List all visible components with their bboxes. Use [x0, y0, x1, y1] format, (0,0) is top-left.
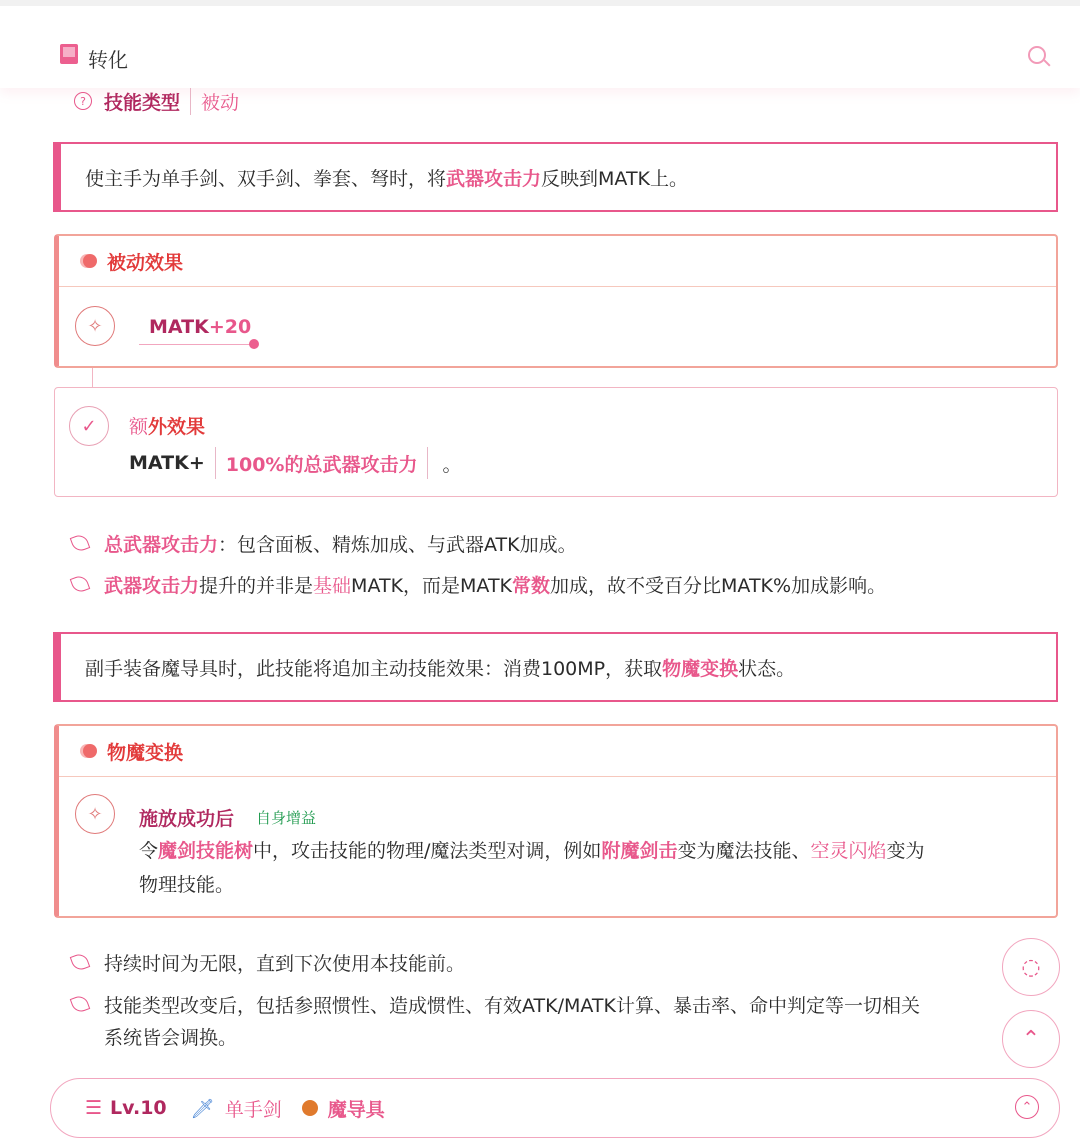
- description-note-1: 使主手为单手剑、双手剑、拳套、弩时，将 武器攻击力 反映到MATK上。: [53, 142, 1058, 212]
- page-title: 转化: [88, 48, 128, 72]
- extra-effect-title: 额外效果: [129, 416, 206, 438]
- skill-type-label: 技能类型: [104, 91, 181, 114]
- conversion-card: [54, 724, 1058, 918]
- leaf-icon: [70, 952, 91, 973]
- skill-type-value: 被动: [201, 91, 240, 114]
- sword-icon: 🗡: [190, 1097, 215, 1120]
- magic-device-icon: [302, 1100, 318, 1116]
- bottom-bar[interactable]: [50, 1078, 1060, 1138]
- self-buff-tag: 自身增益: [256, 809, 317, 827]
- dot-icon: [83, 744, 97, 758]
- list-item: 持续时间为无限，直到下次使用本技能前。: [72, 948, 465, 980]
- help-icon[interactable]: ?: [74, 92, 92, 110]
- list-item: 技能类型改变后，包括参照惯性、造成惯性、有效ATK/MATK计算、暴击率、命中判定等一切相关 系统皆会调换。: [72, 990, 1024, 1054]
- leaf-icon: [70, 574, 91, 595]
- conversion-title: 物魔变换: [107, 741, 184, 764]
- conversion-trigger: 施放成功后 自身增益: [139, 808, 317, 830]
- level-label[interactable]: Lv.10: [110, 1097, 167, 1119]
- list-item: 总武器攻击力 ：包含面板、精炼加成、与武器ATK加成。: [72, 529, 577, 561]
- refresh-button[interactable]: ◌: [1002, 938, 1060, 996]
- star-badge-icon: ✧: [75, 306, 115, 346]
- passive-effect-title: 被动效果: [107, 251, 184, 274]
- book-icon: [60, 44, 78, 64]
- top-bar: [0, 0, 1080, 88]
- collapse-icon[interactable]: ⌃: [1015, 1095, 1039, 1119]
- star-badge-icon: ✧: [75, 794, 115, 834]
- dot-icon: [83, 254, 97, 268]
- level-list-icon: ☰: [85, 1097, 103, 1119]
- description-note-2: 副手装备魔导具时，此技能将追加主动技能效果：消费100MP，获取 物魔变换 状态。: [53, 632, 1058, 702]
- passive-effect-card: [54, 234, 1058, 368]
- scroll-top-button[interactable]: ⌃: [1002, 1010, 1060, 1068]
- list-item: 武器攻击力 提升的并非是 基础 MATK，而是MATK 常数 加成，故不受百分比MATK%加成影响。: [72, 570, 886, 602]
- conversion-description: 令魔剑技能树中，攻击技能的物理/魔法类型对调，例如附魔剑击变为魔法技能、空灵闪焰变为 物理技能。: [139, 840, 925, 896]
- leaf-icon: [70, 994, 91, 1015]
- weapon-1-label[interactable]: 单手剑: [224, 1098, 282, 1121]
- extra-effect-card: [54, 387, 1058, 497]
- skill-type-line: [74, 87, 239, 115]
- extra-effect-formula: MATK+ 100%的总武器攻击力 。: [129, 446, 461, 480]
- weapon-2-label[interactable]: 魔导具: [327, 1098, 385, 1121]
- search-icon[interactable]: [1028, 46, 1046, 64]
- passive-stat: MATK+20: [149, 316, 252, 338]
- check-icon: ✓: [69, 406, 109, 446]
- leaf-icon: [70, 533, 91, 554]
